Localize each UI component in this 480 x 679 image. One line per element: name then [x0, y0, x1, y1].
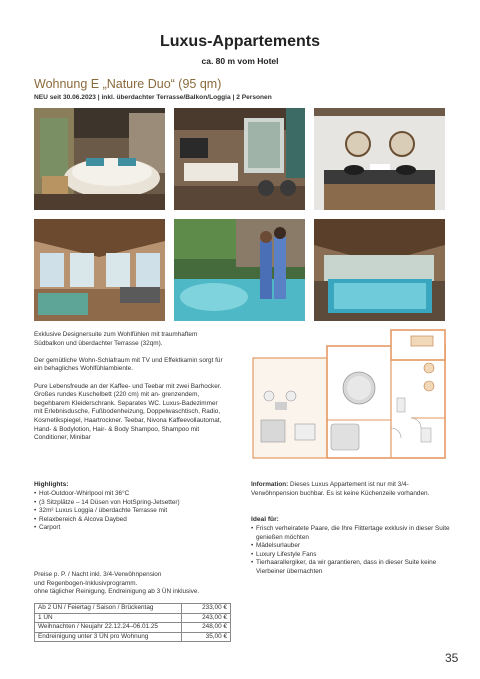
loggia-daybed-photo [34, 219, 165, 321]
table-row [35, 623, 231, 633]
list-item: • 32m² Luxus Loggia / überdachte Terrasse mit [34, 507, 224, 516]
table-row [35, 632, 231, 642]
highlights-title: Highlights: [34, 481, 69, 488]
apartment-description [34, 331, 224, 451]
list-item: • Luxury Lifestyle Fans [251, 551, 451, 560]
table-row [35, 613, 231, 623]
living-room-bar-photo [174, 108, 305, 210]
description-paragraph: Exklusive Designersuite zum Wohlfühlen mit traumhaftem Südbalkon und überdachter Terrasse (32qm). [34, 331, 198, 347]
price-amount: 243,00 € [182, 613, 231, 623]
price-label: Endreinigung unter 3 ÜN pro Wohnung [35, 632, 182, 642]
information-block [251, 481, 447, 498]
list-item: • Carport [34, 524, 224, 533]
floor-plan [251, 328, 447, 460]
description-paragraph: Der gemütliche Wohn-Schlafraum mit TV und Effektkamin sorgt für ein behagliches Wohlfühlambiente. [34, 356, 223, 373]
bedroom-round-bed-photo [34, 108, 165, 210]
table-row [35, 604, 231, 614]
list-item: • Tierhaarallergiker, da wir garantieren, dass in dieser Suite keine Vierbeiner übernachten [251, 559, 451, 576]
page-title: Luxus-Appartements [159, 33, 321, 50]
list-item: • Hot-Outdoor-Whirlpool mit 36°C [34, 490, 224, 499]
information-text: Dieses Luxus Appartement ist nur mit 3/4-Verwöhnpension buchbar. Es ist keine Küchenzeile vorhanden. [251, 481, 430, 497]
ideal-for-list [251, 525, 451, 577]
list-item: • Mädelsurlauber [251, 542, 451, 551]
price-label: Weihnachten / Neujahr 22.12.24–06.01.25 [35, 623, 182, 633]
apartment-meta: NEU seit 30.06.2023 | inkl. überdachter Terrasse/Balkon/Loggia | 2 Personen [34, 94, 272, 101]
price-label: 1 ÜN [35, 613, 182, 623]
price-label: Ab 2 ÜN / Feiertag / Saison / Brückentag [35, 604, 182, 614]
description-paragraph: Pure Lebensfreude an der Kaffee- und Teebar mit zwei Barhocker. Großes rundes Kuschelbett (220 cm) mit an- grenzendem, begehbarem Kleiderschrank. Separates WC. Luxus-Badezimmer mit Erlebnisdusche, Fußbodenheizung, Doppelwaschtisch, Radio, Kosmetikspiegel, Haartrockner. Teebar, Nivona Kaffeevollautomat, Hand- & Bodylotion, Hair- & Body Shampoo, Shampoo mit Conditioner, Minibar [34, 382, 222, 442]
pricing-line: und Regenbogen-Inklusivprogramm. [34, 579, 138, 587]
page-subtitle: ca. 80 m vom Hotel [201, 56, 279, 66]
pricing-note [34, 571, 234, 597]
pricing-line: ohne täglicher Reinigung. Endreinigung ab 3 ÜN inklusive. [34, 588, 200, 596]
ideal-for-title: Ideal für: [251, 516, 279, 523]
list-item: • Relaxbereich & Alcova Daybed [34, 516, 224, 525]
list-item: • Frisch verheiratete Paare, die Ihre Flittertage exklusiv in dieser Suite genießen möchten [251, 525, 451, 542]
price-amount: 248,00 € [182, 623, 231, 633]
price-amount: 233,00 € [182, 604, 231, 614]
apartment-name: Wohnung E „Nature Duo“ (95 qm) [34, 77, 222, 91]
information-label: Information: [251, 481, 289, 488]
list-item: • (3 Sitzplätze – 14 Düsen von HotSpring-Jetsetter) [34, 499, 224, 508]
couple-in-whirlpool-photo [174, 219, 305, 321]
bathroom-double-sink-photo [314, 108, 445, 210]
pricing-line: Preise p. P. / Nacht inkl. 3/4-Verwöhnpension [34, 571, 162, 578]
highlights-list [34, 490, 224, 533]
page-number: 35 [445, 651, 459, 665]
covered-terrace-whirlpool-photo [314, 219, 445, 321]
price-amount: 35,00 € [182, 632, 231, 642]
price-table [34, 603, 231, 642]
